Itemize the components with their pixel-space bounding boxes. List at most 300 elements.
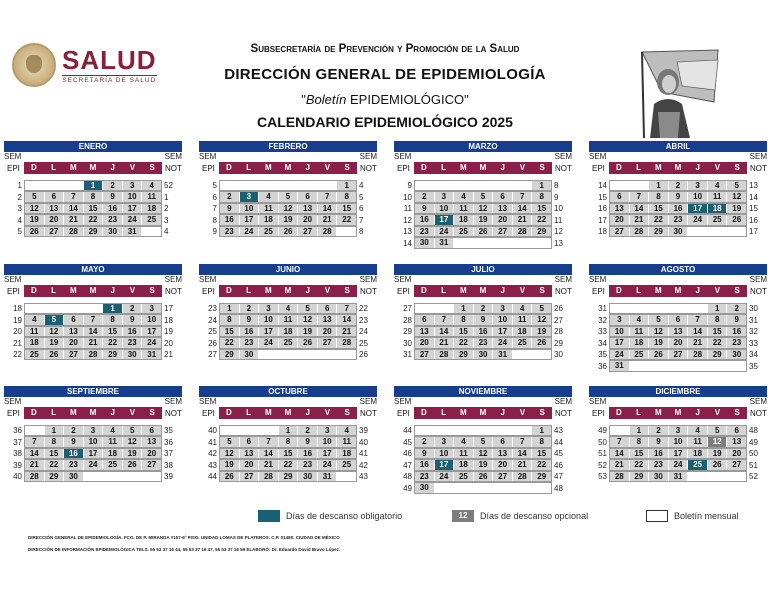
day-cell: 12 xyxy=(707,437,727,447)
day-cell: 24 xyxy=(687,215,707,225)
sem-label-left: SEM xyxy=(4,397,22,406)
day-cell: 21 xyxy=(336,327,356,337)
day-cell: 30 xyxy=(726,350,746,360)
week-row xyxy=(4,180,182,192)
bulletin-swatch xyxy=(646,510,668,522)
weekday-label: M xyxy=(284,408,292,417)
not-week-number: 23 xyxy=(359,315,368,325)
not-week-number: 8 xyxy=(554,181,559,191)
day-cell: 30 xyxy=(297,472,317,482)
sem-label-row xyxy=(199,152,377,162)
not-week-number: 45 xyxy=(554,449,563,459)
day-cell xyxy=(707,361,727,371)
day-cell: 17 xyxy=(317,449,337,459)
day-cell: 8 xyxy=(707,315,727,325)
day-cell: 12 xyxy=(220,449,239,459)
day-cell: 11 xyxy=(707,192,727,202)
epi-week-number: 34 xyxy=(598,338,607,348)
day-cell: 12 xyxy=(122,437,142,447)
weekday-label: D xyxy=(225,163,232,172)
day-cell: 27 xyxy=(492,227,512,237)
not-week-number: 39 xyxy=(164,472,173,482)
day-cell: 6 xyxy=(317,304,337,314)
day-cell: 19 xyxy=(473,460,493,470)
sem-label-row xyxy=(394,152,572,162)
not-week-number: 5 xyxy=(359,192,364,202)
epi-week-number: 21 xyxy=(13,338,22,348)
day-cell: 30 xyxy=(63,472,83,482)
epi-label: EPI xyxy=(592,163,605,173)
weekday-label: L xyxy=(51,163,57,172)
month-title: DICIEMBRE xyxy=(589,386,767,397)
day-cell: 11 xyxy=(453,449,473,459)
day-cell: 23 xyxy=(239,338,259,348)
week-row xyxy=(199,192,377,204)
weekday-label: J xyxy=(500,163,505,172)
not-label: NOT xyxy=(750,286,767,296)
epi-week-number: 30 xyxy=(403,338,412,348)
month-septiembre xyxy=(4,386,182,498)
epi-label: EPI xyxy=(7,408,20,418)
weekday-label: L xyxy=(246,408,252,417)
day-cell xyxy=(453,483,473,493)
day-cell: 21 xyxy=(258,460,278,470)
weekday-label: V xyxy=(129,408,136,417)
weekday-label: S xyxy=(344,408,350,417)
day-cell xyxy=(687,227,707,237)
day-cell: 8 xyxy=(220,315,239,325)
day-cell: 26 xyxy=(122,460,142,470)
not-week-number: 8 xyxy=(359,227,364,237)
day-cell: 9 xyxy=(239,315,259,325)
day-cell xyxy=(258,426,278,436)
day-cell xyxy=(141,227,161,237)
day-cell: 25 xyxy=(141,215,161,225)
week-row xyxy=(589,326,767,338)
not-week-number: 44 xyxy=(554,437,563,447)
weekday-label: M xyxy=(69,286,77,295)
day-cell: 19 xyxy=(122,449,142,459)
epi-week-number: 31 xyxy=(403,350,412,360)
epi-label: EPI xyxy=(202,286,215,296)
not-label: NOT xyxy=(750,163,767,173)
sem-label-left: SEM xyxy=(4,152,22,161)
epi-week-number: 43 xyxy=(208,460,217,470)
day-cell: 27 xyxy=(492,472,512,482)
month-title: NOVIEMBRE xyxy=(394,386,572,397)
epi-week-number: 7 xyxy=(212,204,217,214)
epi-week-number: 32 xyxy=(598,315,607,325)
day-cell: 13 xyxy=(726,437,746,447)
day-cell: 30 xyxy=(102,227,122,237)
weekday-label: V xyxy=(714,408,721,417)
not-week-number: 49 xyxy=(749,437,758,447)
weekday-header xyxy=(589,162,767,174)
weekday-label: M xyxy=(284,286,292,295)
epi-week-number: 24 xyxy=(208,315,217,325)
day-cell: 1 xyxy=(531,181,551,191)
sem-label-left: SEM xyxy=(199,275,217,284)
weekday-label: L xyxy=(246,163,252,172)
day-cell: 17 xyxy=(434,460,454,470)
day-cell: 3 xyxy=(434,192,454,202)
logo-title: SALUD xyxy=(62,44,157,75)
day-cell: 23 xyxy=(668,215,688,225)
day-cell: 30 xyxy=(415,238,434,248)
not-week-number: 3 xyxy=(164,215,169,225)
day-cell: 24 xyxy=(317,460,337,470)
epi-week-number: 41 xyxy=(208,437,217,447)
not-label: NOT xyxy=(360,163,377,173)
day-cell: 16 xyxy=(415,460,434,470)
day-cell: 13 xyxy=(63,327,83,337)
day-cell: 2 xyxy=(668,181,688,191)
sem-label-left: SEM xyxy=(589,397,607,406)
day-cell: 23 xyxy=(63,460,83,470)
day-cell: 4 xyxy=(278,304,298,314)
week-row xyxy=(199,349,377,361)
day-cell: 27 xyxy=(44,227,64,237)
weekday-label: M xyxy=(674,408,682,417)
day-cell: 23 xyxy=(473,338,493,348)
day-cell: 13 xyxy=(239,449,259,459)
day-cell xyxy=(25,181,44,191)
epi-week-number: 44 xyxy=(403,426,412,436)
day-cell xyxy=(512,238,532,248)
day-cell: 30 xyxy=(415,483,434,493)
day-cell: 22 xyxy=(531,215,551,225)
day-cell: 29 xyxy=(648,227,668,237)
epi-label: EPI xyxy=(202,408,215,418)
day-cell: 6 xyxy=(492,437,512,447)
weekday-label: D xyxy=(225,286,232,295)
epi-week-number: 38 xyxy=(13,449,22,459)
day-cell: 18 xyxy=(453,215,473,225)
day-cell: 19 xyxy=(297,327,317,337)
day-cell xyxy=(726,361,746,371)
day-cell: 22 xyxy=(220,338,239,348)
day-cell: 18 xyxy=(258,215,278,225)
week-row xyxy=(199,215,377,227)
day-cell: 30 xyxy=(473,350,493,360)
day-cell: 11 xyxy=(258,204,278,214)
weekday-label: L xyxy=(441,163,447,172)
epi-week-number: 53 xyxy=(598,472,607,482)
epi-week-number: 27 xyxy=(208,350,217,360)
day-cell xyxy=(122,472,142,482)
day-cell: 19 xyxy=(44,338,64,348)
day-cell xyxy=(25,304,44,314)
day-cell: 24 xyxy=(434,227,454,237)
week-row xyxy=(394,349,572,361)
day-cell: 13 xyxy=(44,204,64,214)
sem-label-right: SEM xyxy=(554,275,572,284)
day-cell: 30 xyxy=(239,350,259,360)
day-cell: 19 xyxy=(726,204,746,214)
day-cell xyxy=(610,304,629,314)
not-label: NOT xyxy=(165,286,182,296)
weekday-label: S xyxy=(344,163,350,172)
day-cell: 29 xyxy=(102,350,122,360)
day-cell xyxy=(687,304,707,314)
day-cell xyxy=(531,350,551,360)
weekday-header xyxy=(394,162,572,174)
weekday-label: D xyxy=(615,286,622,295)
day-cell: 8 xyxy=(531,192,551,202)
day-cell xyxy=(25,426,44,436)
day-cell: 26 xyxy=(707,460,727,470)
day-cell: 26 xyxy=(531,338,551,348)
day-cell: 9 xyxy=(648,437,668,447)
day-cell: 6 xyxy=(610,192,629,202)
month-title: ENERO xyxy=(4,141,182,152)
week-row xyxy=(589,303,767,315)
month-title: AGOSTO xyxy=(589,264,767,275)
day-cell: 7 xyxy=(434,315,454,325)
day-cell: 31 xyxy=(317,472,337,482)
day-cell: 31 xyxy=(610,361,629,371)
weekday-label: D xyxy=(420,163,427,172)
epi-week-number: 42 xyxy=(208,449,217,459)
day-cell: 5 xyxy=(726,181,746,191)
not-week-number: 36 xyxy=(164,437,173,447)
epi-week-number: 14 xyxy=(403,238,412,248)
day-cell: 18 xyxy=(102,449,122,459)
epi-label: EPI xyxy=(397,286,410,296)
day-cell: 26 xyxy=(25,227,44,237)
not-week-number: 26 xyxy=(554,304,563,314)
weekday-label: V xyxy=(129,163,136,172)
day-cell: 12 xyxy=(473,204,493,214)
week-row xyxy=(394,203,572,215)
epi-week-number: 31 xyxy=(598,304,607,314)
not-week-number: 13 xyxy=(554,238,563,248)
day-cell: 24 xyxy=(492,338,512,348)
day-cell: 29 xyxy=(44,472,64,482)
weekday-label: S xyxy=(539,286,545,295)
sem-label-right: SEM xyxy=(749,152,767,161)
sem-label-row xyxy=(4,397,182,407)
day-cell: 22 xyxy=(648,215,668,225)
day-cell: 7 xyxy=(25,437,44,447)
day-cell: 17 xyxy=(83,449,103,459)
day-cell: 3 xyxy=(668,426,688,436)
day-cell: 11 xyxy=(102,437,122,447)
day-cell: 22 xyxy=(707,338,727,348)
day-cell: 25 xyxy=(512,338,532,348)
epi-week-number: 9 xyxy=(212,227,217,237)
day-cell xyxy=(44,181,64,191)
day-cell: 15 xyxy=(278,449,298,459)
epi-week-number: 10 xyxy=(403,192,412,202)
day-cell: 26 xyxy=(473,472,493,482)
day-cell: 5 xyxy=(707,426,727,436)
not-week-number: 7 xyxy=(359,215,364,225)
weekday-label: S xyxy=(149,408,155,417)
weekday-label: M xyxy=(264,408,272,417)
day-cell: 18 xyxy=(512,327,532,337)
weekday-label: V xyxy=(324,163,331,172)
day-cell: 25 xyxy=(102,460,122,470)
not-week-number: 31 xyxy=(749,315,758,325)
week-row xyxy=(394,338,572,350)
week-row xyxy=(4,338,182,350)
day-cell: 19 xyxy=(25,215,44,225)
not-label: NOT xyxy=(165,408,182,418)
month-title: MARZO xyxy=(394,141,572,152)
direction-title: DIRECCIÓN GENERAL DE EPIDEMIOLOGÍA xyxy=(224,66,546,83)
day-cell: 14 xyxy=(336,315,356,325)
day-cell: 9 xyxy=(415,449,434,459)
not-week-number: 35 xyxy=(164,426,173,436)
day-cell: 17 xyxy=(122,204,142,214)
day-cell: 16 xyxy=(297,449,317,459)
month-octubre xyxy=(199,386,377,498)
sem-label-left: SEM xyxy=(394,152,412,161)
epi-week-number: 5 xyxy=(212,181,217,191)
weekday-header xyxy=(4,162,182,174)
not-week-number: 32 xyxy=(749,327,758,337)
weekday-label: V xyxy=(129,286,136,295)
day-cell xyxy=(336,227,356,237)
day-cell: 13 xyxy=(492,204,512,214)
not-week-number: 16 xyxy=(749,215,758,225)
day-cell: 3 xyxy=(610,315,629,325)
day-cell: 1 xyxy=(102,304,122,314)
month-enero xyxy=(4,141,182,253)
day-cell xyxy=(220,181,239,191)
day-cell: 8 xyxy=(336,192,356,202)
day-cell: 13 xyxy=(492,449,512,459)
epi-week-number: 14 xyxy=(598,181,607,191)
weekday-label: L xyxy=(636,286,642,295)
sem-label-row xyxy=(589,152,767,162)
day-cell: 9 xyxy=(415,204,434,214)
not-week-number: 13 xyxy=(749,181,758,191)
month-marzo xyxy=(394,141,572,253)
epi-week-number: 22 xyxy=(13,350,22,360)
day-cell xyxy=(492,483,512,493)
holiday-swatch xyxy=(258,510,280,522)
day-cell: 22 xyxy=(278,460,298,470)
weekday-label: M xyxy=(264,163,272,172)
day-cell: 29 xyxy=(453,350,473,360)
legend-optional xyxy=(452,510,588,522)
week-row xyxy=(199,226,377,238)
sem-label-right: SEM xyxy=(749,397,767,406)
day-cell: 27 xyxy=(239,472,259,482)
day-cell: 27 xyxy=(63,350,83,360)
not-week-number: 25 xyxy=(359,338,368,348)
day-cell xyxy=(648,361,668,371)
epi-week-number: 16 xyxy=(598,204,607,214)
not-week-number: 17 xyxy=(749,227,758,237)
weekday-label: D xyxy=(30,408,37,417)
day-cell xyxy=(531,238,551,248)
day-cell: 6 xyxy=(297,192,317,202)
day-cell: 28 xyxy=(25,472,44,482)
week-row xyxy=(4,460,182,472)
day-cell: 31 xyxy=(492,350,512,360)
day-cell: 24 xyxy=(239,227,259,237)
not-week-number: 41 xyxy=(359,449,368,459)
day-cell: 9 xyxy=(220,204,239,214)
weekday-label: M xyxy=(459,408,467,417)
day-cell: 25 xyxy=(336,460,356,470)
day-cell: 4 xyxy=(707,181,727,191)
day-cell: 26 xyxy=(297,338,317,348)
epi-week-number: 27 xyxy=(403,304,412,314)
week-row xyxy=(394,448,572,460)
sem-label-right: SEM xyxy=(164,397,182,406)
day-cell: 7 xyxy=(687,315,707,325)
epi-week-number: 23 xyxy=(208,304,217,314)
day-cell: 24 xyxy=(122,215,142,225)
footer-address: DIRECCIÓN GENERAL DE EPIDEMIOLOGÍA. FCO. DE P. MIRANDA #157-6º PISO. UNIDAD LOMAS DE PLATEROS. C.P. 01480. CIUDAD DE MÉXICO xyxy=(28,535,340,540)
week-row xyxy=(4,203,182,215)
day-cell: 21 xyxy=(317,215,337,225)
day-cell: 2 xyxy=(239,304,259,314)
day-cell: 6 xyxy=(44,192,64,202)
day-cell: 21 xyxy=(63,215,83,225)
day-cell: 11 xyxy=(453,204,473,214)
epi-week-number: 26 xyxy=(208,338,217,348)
not-week-number: 51 xyxy=(749,460,758,470)
day-cell: 8 xyxy=(44,437,64,447)
day-cell: 27 xyxy=(726,460,746,470)
day-cell: 25 xyxy=(453,227,473,237)
sem-label-row xyxy=(589,397,767,407)
day-cell xyxy=(726,472,746,482)
day-cell: 10 xyxy=(239,204,259,214)
day-cell: 16 xyxy=(726,327,746,337)
day-cell xyxy=(687,361,707,371)
not-week-number: 15 xyxy=(749,204,758,214)
weekday-label: L xyxy=(636,163,642,172)
day-cell: 10 xyxy=(668,437,688,447)
day-cell: 27 xyxy=(297,227,317,237)
epi-label: EPI xyxy=(592,408,605,418)
epi-week-number: 19 xyxy=(13,315,22,325)
epi-week-number: 9 xyxy=(407,181,412,191)
sem-label-right: SEM xyxy=(359,275,377,284)
day-cell: 20 xyxy=(415,338,434,348)
sem-label-row xyxy=(4,275,182,285)
day-cell xyxy=(434,181,454,191)
sem-label-row xyxy=(394,275,572,285)
week-row xyxy=(394,180,572,192)
day-cell: 16 xyxy=(668,204,688,214)
day-cell: 6 xyxy=(415,315,434,325)
weekday-label: S xyxy=(539,163,545,172)
day-cell: 21 xyxy=(512,460,532,470)
day-cell xyxy=(83,472,103,482)
day-cell: 29 xyxy=(629,472,649,482)
week-row xyxy=(4,349,182,361)
epi-label: EPI xyxy=(7,286,20,296)
salud-logo xyxy=(12,40,162,90)
day-cell: 28 xyxy=(610,472,629,482)
weekday-label: V xyxy=(519,163,526,172)
week-row xyxy=(394,215,572,227)
day-cell: 7 xyxy=(258,437,278,447)
day-cell: 6 xyxy=(141,426,161,436)
week-row xyxy=(199,460,377,472)
day-cell xyxy=(492,426,512,436)
week-row xyxy=(589,425,767,437)
day-cell: 16 xyxy=(415,215,434,225)
epi-week-number: 51 xyxy=(598,449,607,459)
